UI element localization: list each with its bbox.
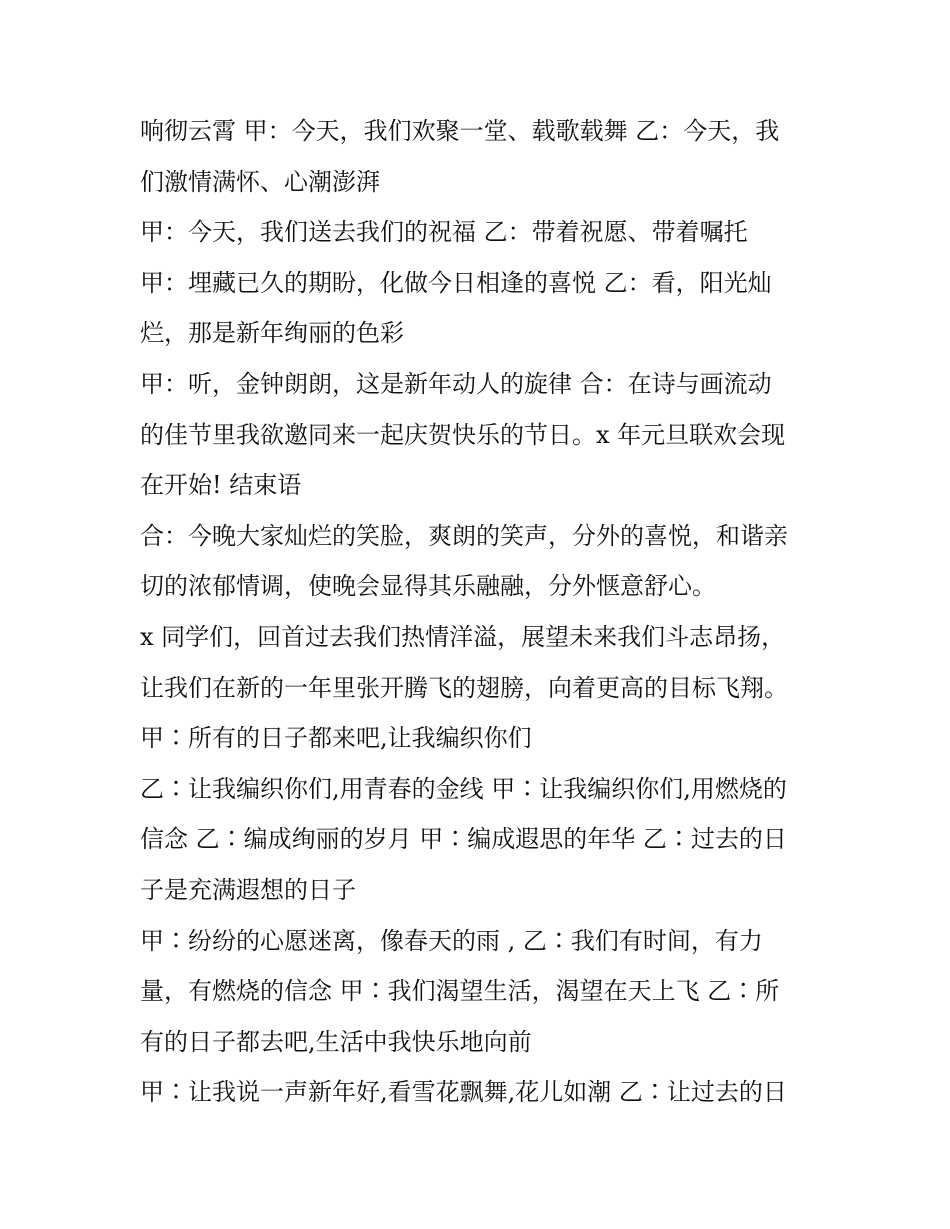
- text-line: 信念 乙∶编成绚丽的岁月 甲∶编成遐思的年华 乙∶过去的日: [140, 825, 787, 854]
- document-body: [140, 106, 820, 1118]
- text-line: 甲∶纷纷的心愿迷离，像春天的雨 , 乙∶我们有时间，有力: [140, 926, 763, 955]
- text-line: 有的日子都去吧,生活中我快乐地向前: [140, 1027, 532, 1056]
- text-line: 们激情满怀、心潮澎湃: [140, 167, 380, 196]
- text-line: 响彻云霄 甲：今天，我们欢聚一堂、载歌载舞 乙：今天，我: [140, 117, 780, 145]
- text-line: 让我们在新的一年里张开腾飞的翅膀，向着更高的目标飞翔。: [140, 673, 788, 702]
- text-line: 甲：埋藏已久的期盼，化做今日相逢的喜悦 乙：看，阳光灿: [140, 268, 772, 297]
- text-line: 合：今晚大家灿烂的笑脸，爽朗的笑声，分外的喜悦，和谐亲: [140, 521, 788, 550]
- text-line: 子是充满遐想的日子: [140, 875, 356, 904]
- text-line: x 同学们，回首过去我们热情洋溢，展望未来我们斗志昂扬，: [140, 622, 786, 651]
- text-line: 切的浓郁情调，使晚会显得其乐融融，分外惬意舒心。: [140, 572, 716, 601]
- text-line: 烂，那是新年绚丽的色彩: [140, 319, 404, 348]
- text-line: 甲∶所有的日子都来吧,让我编织你们: [140, 724, 532, 753]
- text-line: 量，有燃烧的信念 甲∶我们渴望生活，渴望在天上飞 乙∶所: [140, 977, 780, 1006]
- text-line: 甲：听，金钟朗朗，这是新年动人的旋律 合：在诗与画流动: [140, 369, 772, 398]
- text-line: 在开始! 结束语: [140, 471, 302, 500]
- text-line: 甲∶让我说一声新年好,看雪花飘舞,花儿如潮 乙∶让过去的日: [140, 1078, 787, 1107]
- text-line: 的佳节里我欲邀同来一起庆贺快乐的节日。x 年元旦联欢会现: [140, 420, 786, 449]
- text-line: 甲：今天，我们送去我们的祝福 乙：带着祝愿、带着嘱托: [140, 218, 748, 247]
- text-line: 乙∶让我编织你们,用青春的金线 甲∶让我编织你们,用燃烧的: [140, 774, 787, 803]
